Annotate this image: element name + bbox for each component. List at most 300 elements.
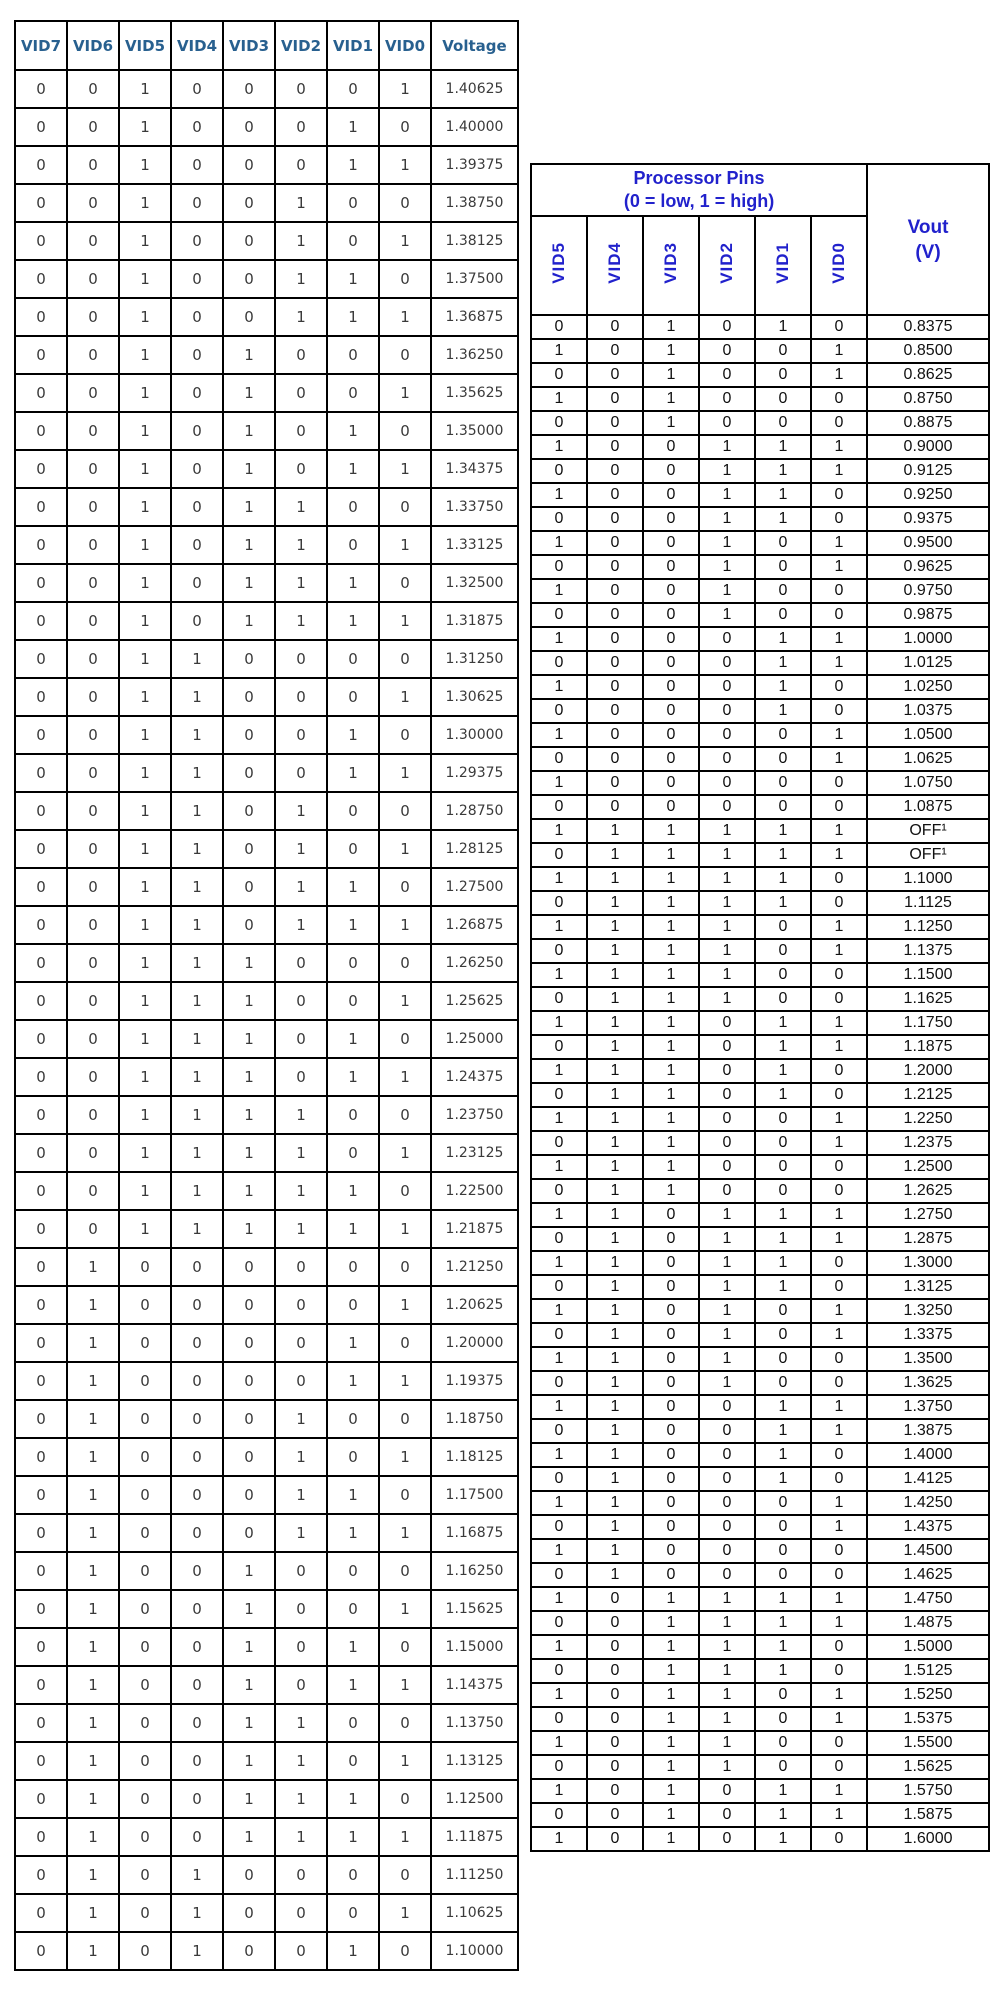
vid-bit-cell: 1 (327, 1210, 379, 1248)
vid-bit-cell: 0 (699, 1539, 755, 1563)
vid-bit-cell: 1 (275, 1514, 327, 1552)
vid-bit-cell: 1 (67, 1932, 119, 1970)
vid-bit-cell: 1 (119, 1134, 171, 1172)
voltage-cell: 1.35625 (431, 374, 518, 412)
table-row (531, 339, 989, 363)
vid-bit-cell: 1 (223, 374, 275, 412)
vid-bit-cell: 1 (223, 1780, 275, 1818)
table-row (531, 1179, 989, 1203)
voltage-cell: 1.36250 (431, 336, 518, 374)
vid-bit-cell: 0 (699, 1803, 755, 1827)
voltage-cell: 1.12500 (431, 1780, 518, 1818)
vid-bit-cell: 1 (223, 488, 275, 526)
vid-bit-cell: 1 (643, 411, 699, 435)
table-row (15, 260, 518, 298)
vid-bit-cell: 1 (811, 1587, 867, 1611)
pin-header-vid2-label: VID2 (717, 242, 736, 284)
vid-bit-cell: 0 (531, 459, 587, 483)
vout-cell: 1.4375 (867, 1515, 989, 1539)
vid-bit-cell: 0 (587, 651, 643, 675)
vid-bit-cell: 0 (755, 339, 811, 363)
vid-bit-cell: 0 (171, 108, 223, 146)
vid-bit-cell: 0 (15, 1438, 67, 1476)
vid-bit-cell: 1 (327, 868, 379, 906)
vid-bit-cell: 1 (643, 1035, 699, 1059)
voltage-cell: 1.33750 (431, 488, 518, 526)
vid-bit-cell: 0 (699, 1827, 755, 1851)
table-row (531, 1107, 989, 1131)
vid-bit-cell: 0 (171, 146, 223, 184)
vid-bit-cell: 0 (275, 1628, 327, 1666)
vid-bit-cell: 0 (67, 108, 119, 146)
vid-bit-cell: 0 (327, 1894, 379, 1932)
vid-bit-cell: 0 (811, 1755, 867, 1779)
vid-bit-cell: 1 (275, 1704, 327, 1742)
vid-bit-cell: 1 (811, 1779, 867, 1803)
vid-bit-cell: 1 (379, 678, 431, 716)
table-row (15, 1628, 518, 1666)
vid-bit-cell: 1 (811, 627, 867, 651)
vid-bit-cell: 1 (531, 1683, 587, 1707)
voltage-cell: 1.18750 (431, 1400, 518, 1438)
vid-bit-cell: 0 (699, 795, 755, 819)
vid-bit-cell: 0 (171, 412, 223, 450)
vid-bit-cell: 1 (327, 260, 379, 298)
vid-bit-cell: 1 (531, 771, 587, 795)
vid-bit-cell: 1 (811, 1611, 867, 1635)
vid-bit-cell: 0 (223, 868, 275, 906)
vid-bit-cell: 1 (699, 555, 755, 579)
vid-bit-cell: 1 (643, 1659, 699, 1683)
vid-bit-cell: 1 (811, 339, 867, 363)
vid-bit-cell: 0 (119, 1438, 171, 1476)
table-row (15, 70, 518, 108)
vid-bit-cell: 0 (587, 339, 643, 363)
table-row (15, 1818, 518, 1856)
vid-bit-cell: 0 (67, 146, 119, 184)
voltage-cell: 1.23750 (431, 1096, 518, 1134)
vout-cell: 1.0375 (867, 699, 989, 723)
vid-bit-cell: 0 (15, 1590, 67, 1628)
table-row (15, 336, 518, 374)
vid-bit-cell: 1 (643, 1635, 699, 1659)
vid-bit-cell: 1 (755, 819, 811, 843)
vid-bit-cell: 1 (275, 298, 327, 336)
vid-bit-cell: 1 (327, 1666, 379, 1704)
vid-bit-cell: 1 (327, 1514, 379, 1552)
vid-bit-cell: 1 (699, 1371, 755, 1395)
vid-bit-cell: 0 (15, 1780, 67, 1818)
pin-header-vid5 (531, 216, 587, 315)
table-row (531, 459, 989, 483)
vid-bit-cell: 0 (379, 1856, 431, 1894)
vid-bit-cell: 0 (531, 1659, 587, 1683)
vout-cell: 1.1250 (867, 915, 989, 939)
vid-bit-cell: 0 (275, 1020, 327, 1058)
vid-bit-cell: 1 (531, 1443, 587, 1467)
column-header-vid5: VID5 (119, 21, 171, 70)
vid-bit-cell: 0 (67, 944, 119, 982)
vid-bit-cell: 1 (171, 1172, 223, 1210)
vid-bit-cell: 1 (223, 1742, 275, 1780)
vout-cell: 0.8625 (867, 363, 989, 387)
vid-bit-cell: 1 (755, 1203, 811, 1227)
vid-bit-cell: 0 (643, 1347, 699, 1371)
vid-bit-cell: 1 (171, 1894, 223, 1932)
vid-bit-cell: 0 (531, 1803, 587, 1827)
voltage-cell: 1.14375 (431, 1666, 518, 1704)
column-header-vid7: VID7 (15, 21, 67, 70)
vid-bit-cell: 0 (755, 771, 811, 795)
vid-bit-cell: 0 (587, 603, 643, 627)
table-row (531, 1515, 989, 1539)
vid-bit-cell: 1 (699, 1251, 755, 1275)
vid-bit-cell: 0 (531, 1371, 587, 1395)
vid-bit-cell: 0 (531, 1227, 587, 1251)
vid-bit-cell: 1 (755, 1251, 811, 1275)
vid-bit-cell: 0 (275, 108, 327, 146)
column-header-vid2: VID2 (275, 21, 327, 70)
vid-bit-cell: 0 (811, 603, 867, 627)
vid-bit-cell: 0 (119, 1248, 171, 1286)
vid-bit-cell: 0 (755, 1371, 811, 1395)
vid-bit-cell: 1 (699, 1731, 755, 1755)
vid-bit-cell: 0 (531, 507, 587, 531)
vid-bit-cell: 1 (67, 1400, 119, 1438)
vid-bit-cell: 1 (755, 1827, 811, 1851)
vid-bit-cell: 0 (327, 792, 379, 830)
vid-bit-cell: 0 (67, 564, 119, 602)
table-row (15, 1780, 518, 1818)
vid-bit-cell: 0 (811, 1371, 867, 1395)
voltage-cell: 1.10625 (431, 1894, 518, 1932)
vid-bit-cell: 0 (15, 450, 67, 488)
vid-bit-cell: 0 (67, 412, 119, 450)
vid-bit-cell: 0 (755, 1299, 811, 1323)
vid-bit-cell: 1 (119, 868, 171, 906)
vid-bit-cell: 1 (379, 1134, 431, 1172)
vid-bit-cell: 1 (119, 184, 171, 222)
vid-bit-cell: 1 (531, 339, 587, 363)
voltage-cell: 1.28750 (431, 792, 518, 830)
vid-bit-cell: 1 (587, 1059, 643, 1083)
vid-bit-cell: 0 (587, 795, 643, 819)
vid-bit-cell: 0 (171, 602, 223, 640)
vid-bit-cell: 1 (119, 830, 171, 868)
vid-bit-cell: 1 (755, 699, 811, 723)
vid-bit-cell: 0 (223, 298, 275, 336)
vid-bit-cell: 1 (531, 1299, 587, 1323)
vid-bit-cell: 0 (531, 747, 587, 771)
vid-bit-cell: 0 (643, 723, 699, 747)
vid-bit-cell: 1 (171, 678, 223, 716)
voltage-cell: 1.34375 (431, 450, 518, 488)
vid-bit-cell: 0 (119, 1894, 171, 1932)
vid-bit-cell: 1 (643, 987, 699, 1011)
vid-bit-cell: 1 (755, 1803, 811, 1827)
vid-bit-cell: 1 (379, 1894, 431, 1932)
vid-bit-cell: 1 (379, 830, 431, 868)
vid-bit-cell: 0 (15, 146, 67, 184)
vid-bit-cell: 1 (119, 982, 171, 1020)
voltage-cell: 1.40625 (431, 70, 518, 108)
table-row (15, 1514, 518, 1552)
vid-bit-cell: 0 (379, 1628, 431, 1666)
vid-bit-cell: 1 (531, 1635, 587, 1659)
vid-bit-cell: 1 (755, 1035, 811, 1059)
vid-bit-cell: 0 (699, 1419, 755, 1443)
vid-bit-cell: 0 (379, 1932, 431, 1970)
vid-bit-cell: 0 (699, 675, 755, 699)
vid-bit-cell: 0 (643, 1515, 699, 1539)
vout-cell: 1.2375 (867, 1131, 989, 1155)
vid-bit-cell: 1 (587, 915, 643, 939)
vid-bit-cell: 0 (223, 222, 275, 260)
vid-bit-cell: 1 (699, 963, 755, 987)
vid-bit-cell: 1 (531, 1779, 587, 1803)
vid-bit-cell: 1 (699, 1659, 755, 1683)
table-row (531, 1803, 989, 1827)
vid-bit-cell: 1 (275, 830, 327, 868)
vid-bit-cell: 1 (275, 1210, 327, 1248)
vid-bit-cell: 1 (531, 915, 587, 939)
vid-bit-cell: 0 (67, 754, 119, 792)
vid-bit-cell: 1 (587, 1155, 643, 1179)
vid-bit-cell: 0 (223, 1438, 275, 1476)
vid-bit-cell: 0 (587, 771, 643, 795)
table-row (15, 374, 518, 412)
vid-bit-cell: 1 (643, 339, 699, 363)
table-row (15, 108, 518, 146)
vid-bit-cell: 0 (811, 867, 867, 891)
vid-bit-cell: 0 (699, 315, 755, 339)
vid-bit-cell: 1 (643, 1755, 699, 1779)
voltage-cell: 1.24375 (431, 1058, 518, 1096)
table-row (531, 891, 989, 915)
vid-bit-cell: 0 (223, 830, 275, 868)
vid-bit-cell: 1 (811, 435, 867, 459)
vid-bit-cell: 1 (275, 488, 327, 526)
vid-bit-cell: 1 (643, 363, 699, 387)
vid-bit-cell: 0 (379, 108, 431, 146)
vid-bit-cell: 0 (643, 1227, 699, 1251)
vid-bit-cell: 0 (531, 699, 587, 723)
vid-bit-cell: 0 (379, 1476, 431, 1514)
vid-bit-cell: 1 (171, 1856, 223, 1894)
vid-bit-cell: 0 (15, 1476, 67, 1514)
table-row (531, 1827, 989, 1851)
vid-bit-cell: 0 (171, 1666, 223, 1704)
vid-bit-cell: 0 (811, 987, 867, 1011)
vout-header-line1: Vout (907, 216, 949, 238)
vid-bit-cell: 0 (15, 792, 67, 830)
vid-bit-cell: 1 (379, 526, 431, 564)
vid-bit-cell: 1 (811, 1683, 867, 1707)
table-row (15, 1400, 518, 1438)
vid-bit-cell: 1 (587, 1563, 643, 1587)
vid-bit-cell: 1 (587, 1467, 643, 1491)
vid-bit-cell: 1 (171, 906, 223, 944)
vid-bit-cell: 1 (699, 459, 755, 483)
vid-bit-cell: 0 (15, 906, 67, 944)
vid-bit-cell: 1 (811, 1227, 867, 1251)
vid-bit-cell: 0 (15, 1742, 67, 1780)
table-row (531, 1299, 989, 1323)
voltage-cell: 1.10000 (431, 1932, 518, 1970)
vid-bit-cell: 0 (699, 1467, 755, 1491)
table-row (531, 843, 989, 867)
vid-bit-cell: 0 (223, 716, 275, 754)
vout-header-line2: (V) (915, 241, 941, 263)
vid-bit-cell: 1 (275, 564, 327, 602)
vid-bit-cell: 0 (171, 1590, 223, 1628)
vid-bit-cell: 0 (643, 1203, 699, 1227)
vid-bit-cell: 1 (327, 602, 379, 640)
table-row (531, 747, 989, 771)
vid-bit-cell: 0 (15, 336, 67, 374)
vout-cell: 1.2250 (867, 1107, 989, 1131)
vout-cell: OFF¹ (867, 843, 989, 867)
vid-bit-cell: 0 (643, 795, 699, 819)
vid-bit-cell: 1 (587, 939, 643, 963)
vid-bit-cell: 1 (755, 1467, 811, 1491)
vid-bit-cell: 0 (67, 868, 119, 906)
vid-bit-cell: 0 (15, 868, 67, 906)
vid-bit-cell: 0 (531, 315, 587, 339)
vid-bit-cell: 1 (811, 915, 867, 939)
vid-bit-cell: 0 (171, 1514, 223, 1552)
vid-bit-cell: 0 (67, 222, 119, 260)
vout-cell: 1.0500 (867, 723, 989, 747)
vid-bit-cell: 1 (531, 627, 587, 651)
vid-bit-cell: 0 (531, 1083, 587, 1107)
vid-bit-cell: 1 (327, 450, 379, 488)
table-row (15, 1134, 518, 1172)
vid-bit-cell: 1 (275, 792, 327, 830)
vid-bit-cell: 0 (171, 1286, 223, 1324)
vout-cell: 1.3500 (867, 1347, 989, 1371)
vid-bit-cell: 1 (275, 1476, 327, 1514)
vid-bit-cell: 1 (755, 675, 811, 699)
vout-cell: 1.1750 (867, 1011, 989, 1035)
vid-bit-cell: 0 (119, 1286, 171, 1324)
vid-bit-cell: 0 (67, 1172, 119, 1210)
vout-cell: 1.3250 (867, 1299, 989, 1323)
vid-bit-cell: 0 (587, 531, 643, 555)
vid-bit-cell: 1 (643, 1155, 699, 1179)
vid-bit-cell: 1 (531, 1731, 587, 1755)
table-row (15, 526, 518, 564)
table-row (531, 579, 989, 603)
vid-bit-cell: 1 (587, 843, 643, 867)
vid-bit-cell: 1 (811, 1107, 867, 1131)
vid-bit-cell: 0 (327, 222, 379, 260)
vid-bit-cell: 0 (119, 1666, 171, 1704)
vid-bit-cell: 1 (119, 564, 171, 602)
table-row (15, 792, 518, 830)
vid-bit-cell: 1 (171, 1134, 223, 1172)
vid-bit-cell: 0 (587, 579, 643, 603)
voltage-cell: 1.38750 (431, 184, 518, 222)
vid-bit-cell: 1 (643, 387, 699, 411)
vid-bit-cell: 1 (67, 1780, 119, 1818)
vout-cell: 1.5500 (867, 1731, 989, 1755)
table-row (15, 830, 518, 868)
vout-cell: 0.9750 (867, 579, 989, 603)
vid-bit-cell: 0 (327, 1704, 379, 1742)
vid-bit-cell: 0 (587, 1779, 643, 1803)
table-row (531, 1011, 989, 1035)
vid-bit-cell: 0 (699, 699, 755, 723)
table-row (15, 1932, 518, 1970)
vid-bit-cell: 0 (587, 435, 643, 459)
vid-bit-cell: 0 (755, 531, 811, 555)
vid-bit-cell: 0 (327, 1286, 379, 1324)
vid-bit-cell: 1 (587, 1299, 643, 1323)
vid-bit-cell: 0 (755, 1107, 811, 1131)
vid-bit-cell: 1 (643, 867, 699, 891)
vid-bit-cell: 1 (755, 1227, 811, 1251)
vid-bit-cell: 1 (327, 1628, 379, 1666)
vid-bit-cell: 0 (379, 1400, 431, 1438)
vid-bit-cell: 1 (811, 1203, 867, 1227)
vid-bit-cell: 0 (223, 678, 275, 716)
table-row (531, 531, 989, 555)
voltage-cell: 1.13750 (431, 1704, 518, 1742)
vid-bit-cell: 1 (171, 1020, 223, 1058)
vid-bit-cell: 0 (755, 963, 811, 987)
vout-cell: 1.4750 (867, 1587, 989, 1611)
vid-bit-cell: 0 (811, 507, 867, 531)
vid-bit-cell: 0 (275, 982, 327, 1020)
vid-bit-cell: 0 (755, 411, 811, 435)
vid-bit-cell: 0 (119, 1856, 171, 1894)
vout-cell: 0.8750 (867, 387, 989, 411)
vid-bit-cell: 0 (643, 1419, 699, 1443)
vid-bit-cell: 1 (699, 987, 755, 1011)
vid-bit-cell: 1 (327, 1362, 379, 1400)
vid-bit-cell: 1 (755, 651, 811, 675)
vid-bit-cell: 0 (171, 70, 223, 108)
vid-bit-cell: 0 (15, 1134, 67, 1172)
vid-bit-cell: 0 (171, 222, 223, 260)
vid-bit-cell: 0 (643, 1251, 699, 1275)
vid-bit-cell: 0 (327, 640, 379, 678)
table-row (531, 627, 989, 651)
vid-bit-cell: 1 (171, 868, 223, 906)
vid-bit-cell: 1 (67, 1514, 119, 1552)
vid-bit-cell: 0 (119, 1590, 171, 1628)
vid-bit-cell: 0 (67, 1096, 119, 1134)
vid-bit-cell: 0 (15, 412, 67, 450)
vid-bit-cell: 0 (171, 488, 223, 526)
vid-bit-cell: 0 (531, 939, 587, 963)
processor-pins-header-line2: (0 = low, 1 = high) (623, 191, 775, 211)
vid-bit-cell: 0 (67, 906, 119, 944)
table-row (15, 184, 518, 222)
vid-bit-cell: 0 (379, 1172, 431, 1210)
vid-bit-cell: 1 (755, 891, 811, 915)
vid-bit-cell: 1 (223, 1704, 275, 1742)
vid-bit-cell: 0 (531, 1275, 587, 1299)
vid-bit-cell: 1 (379, 1058, 431, 1096)
vid-bit-cell: 0 (755, 795, 811, 819)
vid-bit-cell: 0 (67, 184, 119, 222)
vid-bit-cell: 1 (531, 1059, 587, 1083)
vid-bit-cell: 0 (275, 640, 327, 678)
vid-bit-cell: 0 (587, 483, 643, 507)
table-row (531, 987, 989, 1011)
